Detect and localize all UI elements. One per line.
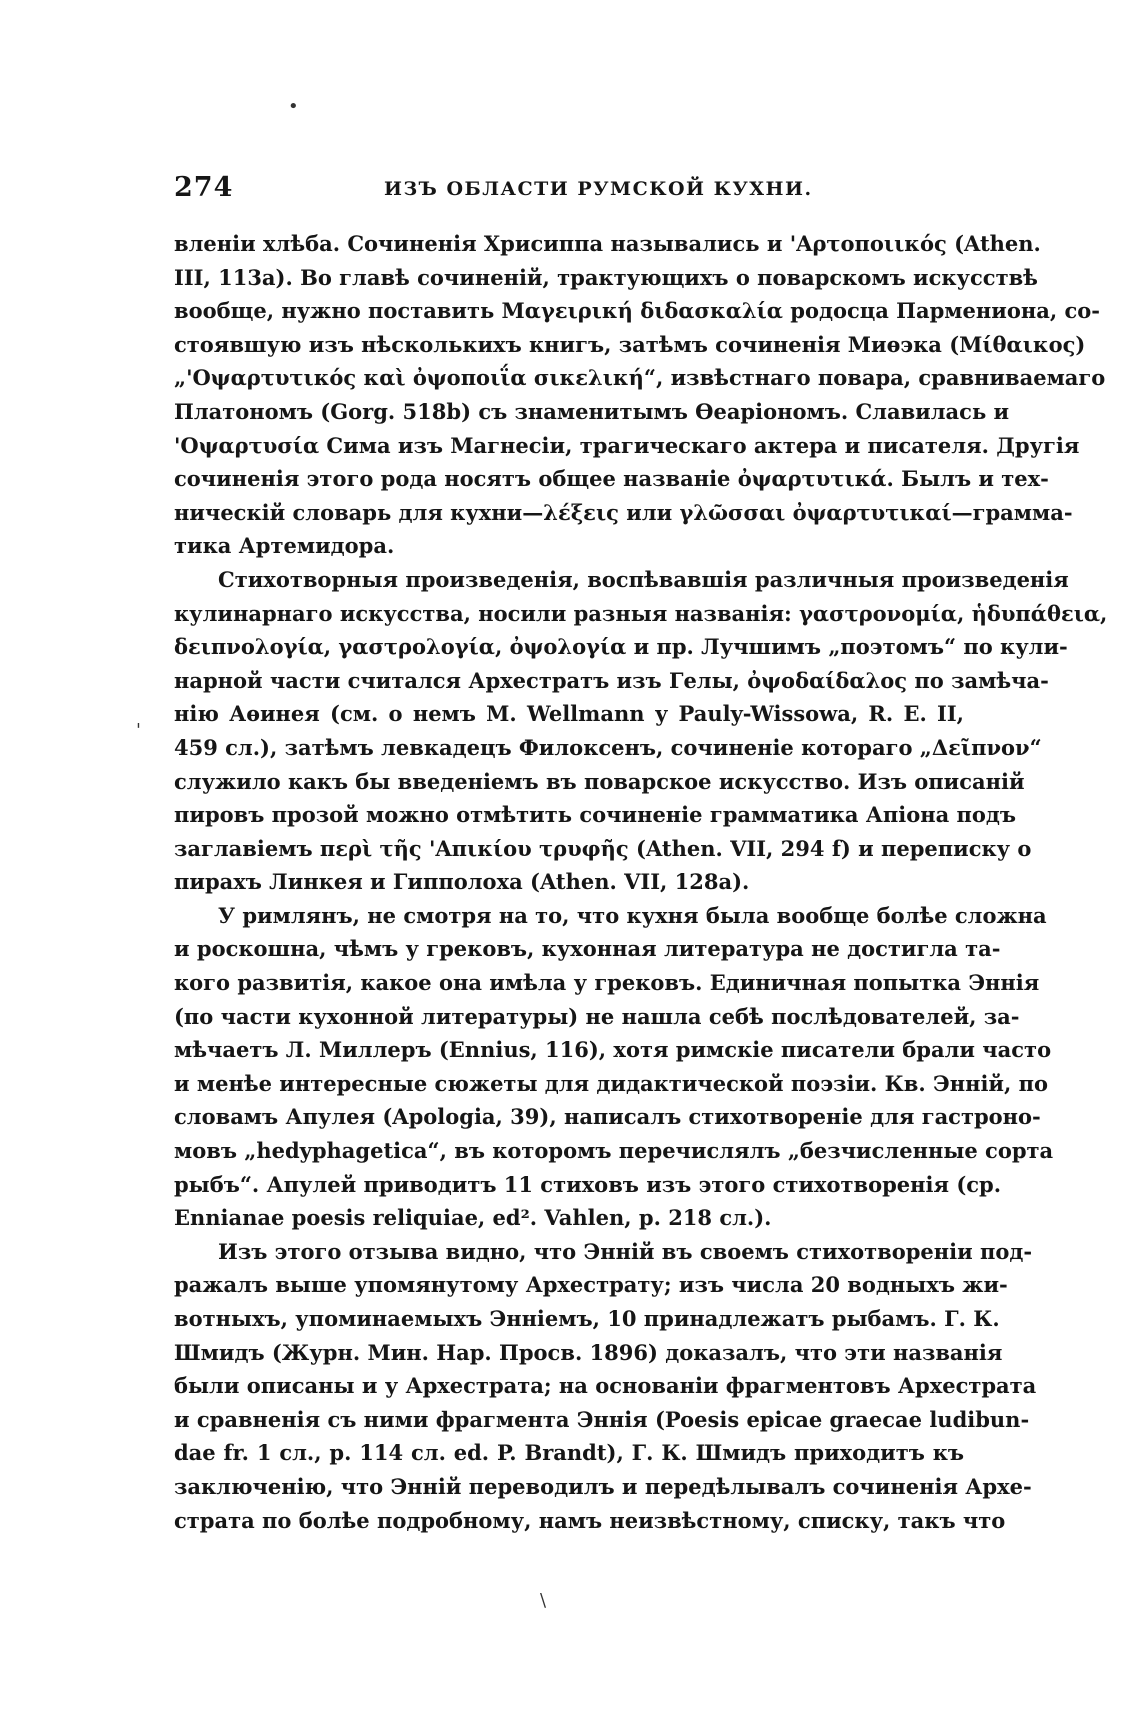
text-line: мѣчаетъ Л. Миллеръ (Ennius, 116), хотя римскіе писатели брали часто <box>174 1037 1052 1063</box>
running-title: ИЗЪ ОБЛАСТИ РУМСКОЙ КУХНИ. <box>384 178 813 200</box>
text-line: рыбъ“. Апулей приводитъ 11 стиховъ изъ этого стихотворенія (ср. <box>174 1171 1002 1197</box>
paragraph <box>174 1235 1037 1537</box>
text-line: dae fr. 1 сл., p. 114 сл. ed. P. Brandt), Г. К. Шмидъ приходитъ къ <box>174 1440 964 1466</box>
text-line: „'Οψαρτυτικός καὶ ὀψοποιΐα σικελική“, извѣстнаго повара, сравниваемаго <box>174 365 1106 391</box>
text-line: страта по болѣе подробному, намъ неизвѣстному, списку, такъ что <box>174 1507 1006 1533</box>
page-header <box>174 172 964 212</box>
text-line: кулинарнаго искусства, носили разныя названія: γαστρονομία, ἡδυπάθεια, <box>174 600 1108 626</box>
text-line: пировъ прозой можно отмѣтить сочиненіе грамматика Апіона подъ <box>174 802 1016 828</box>
text-line: были описаны и у Архестрата; на основаніи фрагментовъ Архестрата <box>174 1373 1037 1399</box>
text-line: служило какъ бы введеніемъ въ поварское искусство. Изъ описаній <box>174 768 1025 794</box>
text-line: III, 113a). Во главѣ сочиненій, трактующихъ о поварскомъ искусствѣ <box>174 264 1038 290</box>
text-line: стоявшую изъ нѣсколькихъ книгъ, затѣмъ сочиненія Миѳэка (Μίθαικος) <box>174 331 1086 357</box>
text-line: δειπνολογία, γαστρολογία, ὀψολογία и пр. Лучшимъ „поэтомъ“ по кули- <box>174 634 1068 660</box>
text-body <box>174 227 1108 1537</box>
text-line: Ennianae poesis reliquiae, ed². Vahlen, p. 218 сл.). <box>174 1205 772 1231</box>
text-line: Платономъ (Gorg. 518b) съ знаменитымъ Ѳеаріономъ. Славилась и <box>174 398 1010 424</box>
text-line: тика Артемидора. <box>174 533 395 559</box>
text-line: вообще, нужно поставить Μαγειρική διδασκαλία родосца Пармениона, со- <box>174 298 1100 324</box>
text-line: 459 сл.), затѣмъ левкадецъ Филоксенъ, сочиненіе котораго „Δεῖπνον“ <box>174 734 1042 760</box>
text-line: ническій словарь для кухни—λέξεις или γλῶσσαι ὀψαρτυτικαί—грамма- <box>174 499 1073 525</box>
scan-speck-top: • <box>288 96 299 117</box>
page-number: 274 <box>174 172 234 203</box>
text-line: нарной части считался Архестратъ изъ Гелы, ὀψοδαίδαλος по замѣча- <box>174 667 1049 693</box>
text-line: сочиненія этого рода носятъ общее названіе ὀψαρτυτικά. Былъ и тех- <box>174 466 1049 492</box>
paragraph <box>174 899 1054 1235</box>
text-line: (по части кухонной литературы) не нашла себѣ послѣдователей, за- <box>174 1003 1020 1029</box>
text-line: вотныхъ, упоминаемыхъ Энніемъ, 10 принадлежатъ рыбамъ. Г. К. <box>174 1306 1000 1331</box>
text-line: словамъ Апулея (Apologia, 39), написалъ стихотвореніе для гастроно- <box>174 1104 1041 1130</box>
text-line: пирахъ Линкея и Гипполоха (Athen. VII, 128a). <box>174 869 750 895</box>
text-line: кого развитія, какое она имѣла у грековъ. Единичная попытка Эннія <box>174 970 1040 996</box>
text-line: Изъ этого отзыва видно, что Энній въ своемъ стихотвореніи под- <box>218 1238 1033 1264</box>
text-line: Шмидъ (Журн. Мин. Нар. Просв. 1896) доказалъ, что эти названія <box>174 1339 1003 1365</box>
scan-speck-bottom: \ <box>540 1590 547 1611</box>
scan-speck-left: ' <box>136 720 141 741</box>
text-line: и сравненія съ ними фрагмента Эннія (Poesis epicae graecae ludibun- <box>174 1406 1030 1432</box>
text-line: вленіи хлѣба. Сочиненія Хрисиппа назывались и 'Αρτοποιικός (Athen. <box>174 231 1041 256</box>
text-line: мовъ „hedyphagetica“, въ которомъ перечислялъ „безчисленные сорта <box>174 1138 1054 1164</box>
text-line: Стихотворныя произведенія, воспѣвавшія различныя произведенія <box>218 566 1069 592</box>
paragraph <box>174 563 1108 899</box>
text-line: и менѣе интересные сюжеты для дидактической поэзіи. Кв. Энній, по <box>174 1070 1048 1096</box>
text-line: 'Οψαρτυσία Сима изъ Магнесіи, трагическаго актера и писателя. Другія <box>174 432 1080 458</box>
text-line: и роскошна, чѣмъ у грековъ, кухонная литература не достигла та- <box>174 936 1001 962</box>
text-line: заглавіемъ περὶ τῆς 'Απικίου τρυφῆς (Athen. VII, 294 f) и переписку о <box>174 835 1032 861</box>
text-line: У римлянъ, не смотря на то, что кухня была вообще болѣе сложна <box>218 902 1047 928</box>
paragraph <box>174 227 1106 563</box>
text-line: ражалъ выше упомянутому Архестрату; изъ числа 20 водныхъ жи- <box>174 1272 1008 1298</box>
text-line: нію Аѳинея (см. о немъ M. Wellmann у Pauly-Wissowa, R. E. II, <box>174 701 964 727</box>
text-line: заключенію, что Энній переводилъ и передѣлывалъ сочиненія Архе- <box>174 1473 1032 1499</box>
